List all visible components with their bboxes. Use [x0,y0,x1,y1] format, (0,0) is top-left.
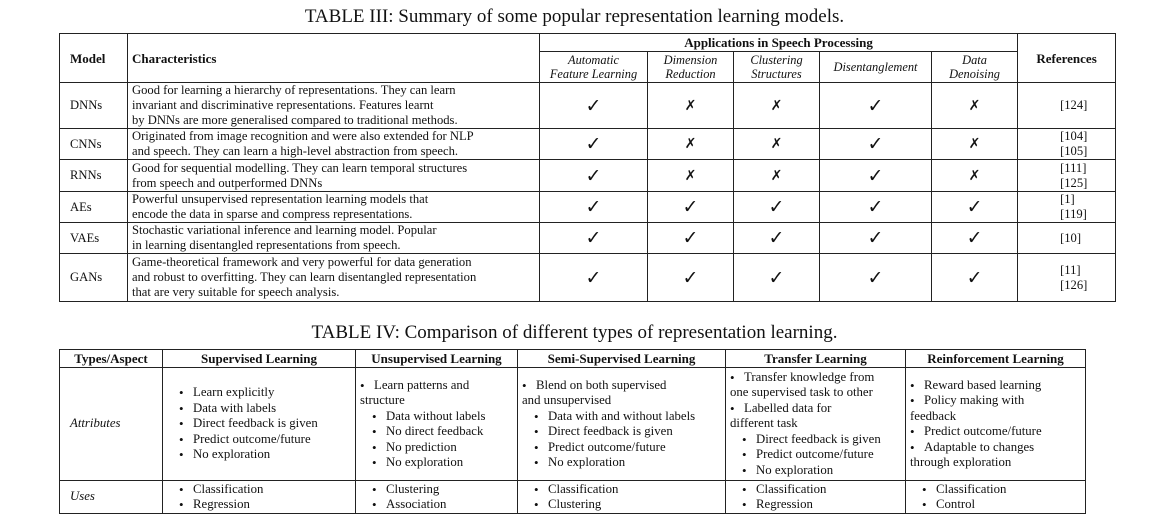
check-mark: ✓ [932,192,1018,223]
attribute-item: • Labelled data for [730,401,901,417]
model-name: DNNs [60,83,128,129]
model-name: AEs [60,192,128,223]
attribute-item: • Reward based learning [910,378,1081,394]
header-applications: Applications in Speech Processing [540,34,1018,52]
characteristics-line: encode the data in sparse and compress representations. [132,207,413,221]
reference: [111] [1060,160,1087,175]
cross-mark: ✗ [648,83,734,129]
check-mark: ✓ [540,129,648,160]
uses-label: Uses [60,481,163,514]
uses-list [910,482,1081,513]
check-mark: ✓ [820,223,932,254]
attributes-list [360,378,513,471]
table-row [60,192,1116,223]
table-row [60,129,1116,160]
attributes-cell [356,368,518,481]
table3-caption: TABLE III: Summary of some popular representation learning models. [304,6,845,27]
cross-mark: ✗ [932,160,1018,192]
check-mark: ✓ [540,254,648,302]
use-item: • Clustering [522,497,721,513]
attribute-item: through exploration [910,455,1012,469]
model-name: CNNs [60,129,128,160]
reference: [104] [1060,129,1088,143]
app-column-header-line: Automatic [568,53,619,67]
reference: [119] [1060,207,1087,221]
characteristics-line: and robust to overfitting. They can learn disentangled representation [132,270,477,284]
use-item: • Regression [167,497,351,513]
references-cell [1018,83,1116,129]
references-cell [1018,129,1116,160]
check-mark: ✓ [820,129,932,160]
app-column-header [820,52,932,83]
attribute-item: • No exploration [522,455,721,471]
check-mark: ✓ [820,192,932,223]
check-mark: ✓ [932,223,1018,254]
characteristics-line: by DNNs are more generalised compared to traditional methods. [132,113,458,127]
attribute-item: • Learn patterns and [360,378,513,394]
uses-list [730,482,901,513]
attribute-item: • No direct feedback [360,424,513,440]
reference: [124] [1060,98,1088,112]
attribute-item: • No exploration [360,455,513,471]
attributes-cell [163,368,356,481]
attributes-cell [726,368,906,481]
uses-row [60,481,1086,514]
characteristics-line: Stochastic variational inference and learning model. Popular [132,223,437,237]
attribute-item: • Data with labels [167,401,351,417]
check-mark: ✓ [540,160,648,192]
references-cell [1018,223,1116,254]
cross-mark: ✗ [734,160,820,192]
attribute-item: • Predict outcome/future [730,447,901,463]
reference: [105] [1060,144,1088,158]
check-mark: ✓ [648,223,734,254]
table4 [59,349,1086,514]
uses-cell [356,481,518,514]
uses-cell [726,481,906,514]
use-item: • Control [910,497,1081,513]
app-column-header-line: Feature Learning [549,67,638,81]
model-name: GANs [60,254,128,302]
app-column-header-line: Data [962,53,987,67]
table4-column-header: Transfer Learning [726,350,906,368]
app-column-header-line: Denoising [949,67,1000,81]
check-mark: ✓ [648,254,734,302]
check-mark: ✓ [932,254,1018,302]
references-cell [1018,192,1116,223]
characteristics-cell [128,160,540,192]
attribute-item: • Transfer knowledge from [730,370,901,386]
table-row [60,160,1116,192]
use-item: • Classification [522,482,721,498]
attribute-item: • No exploration [167,447,351,463]
attribute-item: • Adaptable to changes [910,440,1081,456]
use-item: • Regression [730,497,901,513]
characteristics-cell [128,192,540,223]
characteristics-line: Powerful unsupervised representation learning models that [132,192,429,206]
check-mark: ✓ [734,254,820,302]
app-column-header [648,52,734,83]
reference: [10] [1060,230,1082,245]
characteristics-line: Game-theoretical framework and very powerful for data generation [132,255,472,269]
uses-list [167,482,351,513]
table4-caption: TABLE IV: Comparison of different types of representation learning. [311,322,838,343]
check-mark: ✓ [820,83,932,129]
attributes-list [910,378,1081,471]
uses-cell [518,481,726,514]
model-name: VAEs [60,223,128,254]
cross-mark: ✗ [932,129,1018,160]
cross-mark: ✗ [648,129,734,160]
reference: [125] [1060,175,1088,190]
attribute-item: and unsupervised [522,393,612,407]
attributes-cell [518,368,726,481]
uses-list [360,482,513,513]
reference: [126] [1060,277,1088,292]
attribute-item: • Predict outcome/future [167,432,351,448]
characteristics-line: in learning disentangled representations from speech. [132,238,401,252]
uses-cell [906,481,1086,514]
table3 [59,33,1116,302]
characteristics-line: Originated from image recognition and were also extended for NLP [132,129,474,143]
attributes-list [522,378,721,471]
attribute-item: • Learn explicitly [167,385,351,401]
attributes-cell [906,368,1086,481]
attribute-item: • Predict outcome/future [522,440,721,456]
attribute-item: • Blend on both supervised [522,378,721,394]
use-item: • Association [360,497,513,513]
attributes-list [167,385,351,463]
attribute-item: • Predict outcome/future [910,424,1081,440]
app-column-header-line: Reduction [665,67,716,81]
check-mark: ✓ [734,223,820,254]
use-item: • Clustering [360,482,513,498]
table4-column-header: Unsupervised Learning [356,350,518,368]
table4-header-row [60,350,1086,368]
characteristics-cell [128,83,540,129]
characteristics-cell [128,223,540,254]
check-mark: ✓ [540,223,648,254]
attribute-item: • Data without labels [360,409,513,425]
app-column-header [932,52,1018,83]
app-column-header-line: Disentanglement [833,60,918,74]
attribute-item: structure [360,393,405,407]
app-column-header-line: Structures [751,67,802,81]
app-column-header [540,52,648,83]
uses-list [522,482,721,513]
table4-column-header: Types/Aspect [60,350,163,368]
app-column-header [734,52,820,83]
cross-mark: ✗ [648,160,734,192]
characteristics-cell [128,129,540,160]
reference: [11] [1060,262,1081,277]
attributes-row [60,368,1086,481]
references-cell [1018,160,1116,192]
header-model: Model [60,34,128,83]
attributes-label: Attributes [60,368,163,481]
characteristics-line: invariant and discriminative representations. Features learnt [132,98,434,112]
check-mark: ✓ [648,192,734,223]
cross-mark: ✗ [734,129,820,160]
attribute-item: • Direct feedback is given [522,424,721,440]
cross-mark: ✗ [932,83,1018,129]
attributes-list [730,370,901,479]
check-mark: ✓ [540,83,648,129]
use-item: • Classification [730,482,901,498]
table4-column-header: Reinforcement Learning [906,350,1086,368]
table4-column-header: Supervised Learning [163,350,356,368]
model-name: RNNs [60,160,128,192]
attribute-item: different task [730,416,798,431]
app-column-header-line: Clustering [750,53,803,67]
check-mark: ✓ [820,254,932,302]
attribute-item: • Data with and without labels [522,409,721,425]
references-cell [1018,254,1116,302]
table-row [60,83,1116,129]
reference: [1] [1060,192,1075,206]
characteristics-line: that are very suitable for speech analysis. [132,285,340,299]
check-mark: ✓ [734,192,820,223]
characteristics-line: Good for learning a hierarchy of representations. They can learn [132,83,456,97]
header-references: References [1018,34,1116,83]
characteristics-line: and speech. They can learn a high-level abstraction from speech. [132,144,459,158]
characteristics-cell [128,254,540,302]
app-column-header-line: Dimension [663,53,718,67]
table-row [60,254,1116,302]
attribute-item: • No exploration [730,463,901,479]
attribute-item: one supervised task to other [730,385,873,400]
attribute-item: • Direct feedback is given [167,416,351,432]
characteristics-line: Good for sequential modelling. They can learn temporal structures [132,160,468,175]
uses-cell [163,481,356,514]
check-mark: ✓ [820,160,932,192]
attribute-item: • No prediction [360,440,513,456]
use-item: • Classification [167,482,351,498]
header-characteristics: Characteristics [128,34,540,83]
attribute-item: • Direct feedback is given [730,432,901,448]
use-item: • Classification [910,482,1081,498]
table-row [60,223,1116,254]
check-mark: ✓ [540,192,648,223]
attribute-item: • Policy making with [910,393,1081,409]
characteristics-line: from speech and outperformed DNNs [132,175,323,190]
table4-column-header: Semi-Supervised Learning [518,350,726,368]
table3-body [60,83,1116,302]
cross-mark: ✗ [734,83,820,129]
attribute-item: feedback [910,408,957,423]
